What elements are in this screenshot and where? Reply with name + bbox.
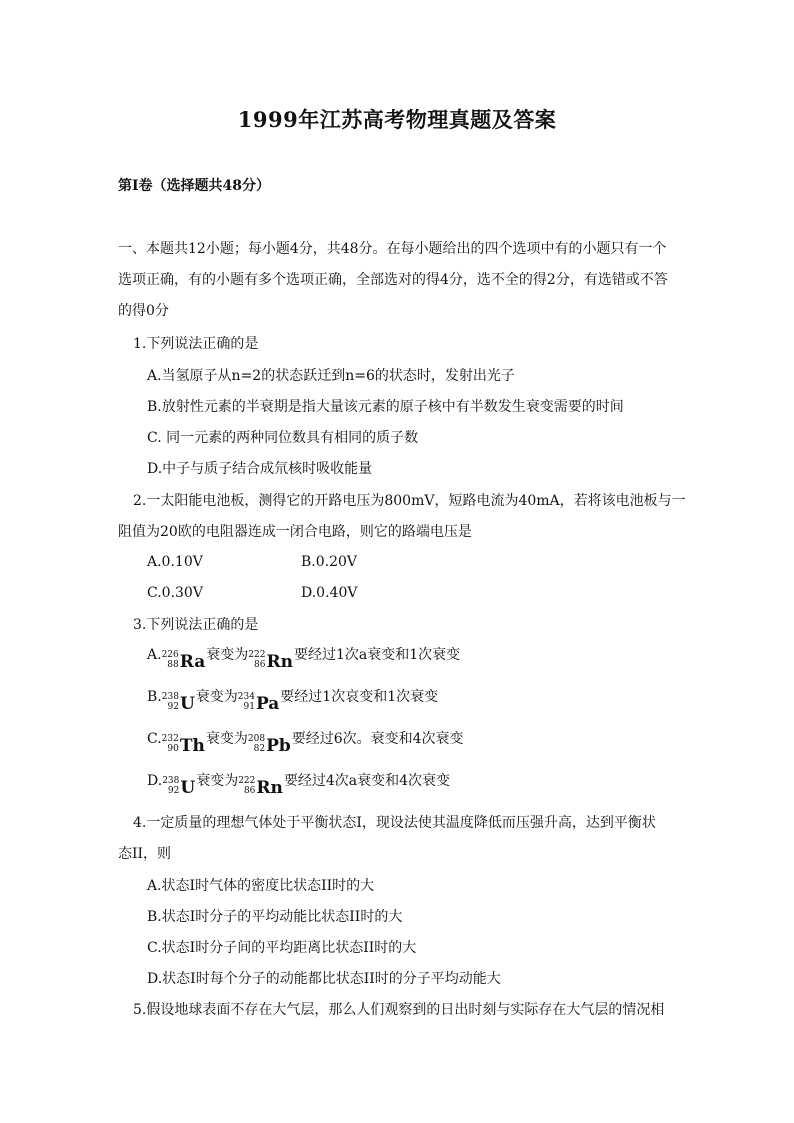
question-4-option-d: D.状态I时每个分子的动能都比状态II时的分子平均动能大 [147,971,501,987]
question-4-stem-line-1: 4.一定质量的理想气体处于平衡状态I，现设法使其温度降低而压强升高，达到平衡状 [133,815,656,831]
mass-number: 222 [248,650,266,660]
question-3-option-d [147,770,450,798]
nuclide-rn-222 [248,652,293,672]
atomic-number: 82 [253,744,266,754]
question-2-stem-line-2: 阻值为20欧的电阻器连成一闭合电路，则它的路端电压是 [118,524,472,540]
nuclide-rn-222 [238,778,283,798]
nuclide-pb-208 [248,736,291,756]
mass-number: 234 [237,692,255,702]
atomic-number: 86 [243,786,256,796]
mass-number: 208 [247,734,266,744]
question-4-option-a: A.状态I时气体的密度比状态II时的大 [147,878,375,894]
option-label: C. [147,731,162,747]
option-tail: 要经过6次。衰变和4次衰变 [291,731,464,747]
atomic-number: 92 [167,786,180,796]
question-5-stem-line-1: 5.假设地球表面不存在大气层，那么人们观察到的日出时刻与实际存在大气层的情况相 [133,1002,665,1018]
question-1-option-d: D.中子与质子结合成氘核时吸收能量 [147,461,373,477]
option-tail: 要经过1次哀变和1次衰变 [280,689,439,705]
question-2-option-c: C.0.30V [147,585,203,601]
page-title: 1999年江苏高考物理真题及答案 [237,107,557,132]
question-3-option-c [147,728,464,756]
question-1-option-b: B.放射性元素的半衰期是指大量该元素的原子核中有半数发生衰变需要的时间 [147,399,624,415]
atomic-number: 90 [167,744,179,754]
atomic-number: 92 [167,702,179,712]
mass-number: 238 [162,776,180,786]
mass-number: 222 [238,776,256,786]
nuclide-ra-226 [162,652,206,672]
nuclide-u-238 [162,778,195,798]
question-2-option-a: A.0.10V [147,554,203,570]
instructions-paragraph: 一、本题共12小题；每小题4分，共48分。在每小题给出的四个选项中有的小题只有一个选项正确，有的小题有多个选项正确，全部选对的得4分，选不全的得2分，有选错或不答的得0分 [118,241,668,319]
section-heading: 第I卷（选择题共48分） [118,178,271,194]
question-1-stem: 1.下列说法正确的是 [133,336,259,352]
element-symbol: Pb [266,736,291,756]
decay-verb: 衰变为 [195,689,238,705]
question-2-stem-line-1: 2.一太阳能电池板，测得它的开路电压为800mV，短路电流为40mA，若将该电池板与一 [133,493,686,509]
decay-verb: 衰变为 [206,647,249,663]
element-symbol: Rn [266,652,293,672]
question-4-stem-line-2: 态II，则 [118,846,172,862]
mass-number: 232 [161,734,179,744]
option-tail: 要经过4次a衰变和4次衰变 [283,773,451,789]
question-2-option-b: B.0.20V [301,554,358,570]
option-label: B. [147,689,162,705]
question-1-option-c: C. 同一元素的两种同位数具有相同的质子数 [147,430,419,446]
question-1-option-a: A.当氢原子从n=2的状态跃迁到n=6的状态时，发射出光子 [147,368,515,384]
element-symbol: U [180,778,196,798]
mass-number: 238 [161,692,179,702]
atomic-number: 91 [243,702,255,712]
question-3-option-b [147,686,438,714]
element-symbol: Ra [179,652,206,672]
decay-verb: 衰变为 [196,773,239,789]
element-symbol: Rn [256,778,283,798]
element-symbol: Th [179,736,205,756]
element-symbol: Pa [255,694,280,714]
atomic-number: 88 [167,660,179,670]
question-4-option-b: B.状态I时分子的平均动能比状态II时的大 [147,909,403,925]
question-3-stem: 3.下列说法正确的是 [133,617,259,633]
question-3-option-a [147,644,460,672]
mass-number: 226 [161,650,179,660]
question-2-option-d: D.0.40V [301,585,358,601]
question-4-option-c: C.状态I时分子间的平均距离比状态II时的大 [147,940,417,956]
option-label: A. [147,647,162,663]
option-label: D. [147,773,163,789]
nuclide-th-232 [162,736,205,756]
option-tail: 要经过1次a衰变和1次衰变 [293,647,461,663]
nuclide-u-238 [162,694,195,714]
atomic-number: 86 [254,660,266,670]
nuclide-pa-234 [238,694,280,714]
element-symbol: U [179,694,195,714]
decay-verb: 衰变为 [205,731,248,747]
